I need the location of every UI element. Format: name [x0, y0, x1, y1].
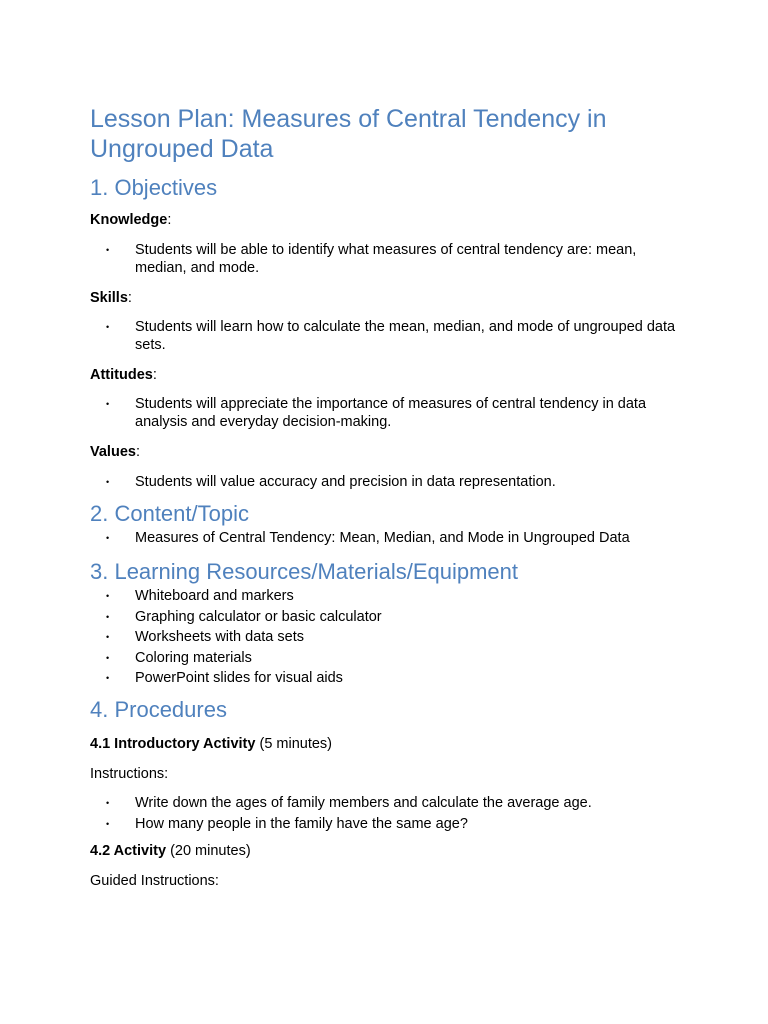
activity-label: 4.2 Activity [90, 842, 167, 859]
list-item: • Students will learn how to calculate the mean, median, and mode of ungrouped data sets. [106, 319, 676, 353]
bullet-icon: • [106, 322, 110, 332]
bullet-icon: • [106, 591, 110, 601]
activity-line [90, 842, 690, 860]
list-item: • Whiteboard and markers [106, 588, 294, 604]
list-item: • PowerPoint slides for visual aids [106, 670, 343, 686]
knowledge-label: Knowledge [90, 212, 168, 228]
list-item: • Coloring materials [106, 649, 252, 666]
intro-instructions-label: Instructions: [90, 766, 169, 782]
skills-list [90, 318, 690, 354]
list-item: • Students will appreciate the importance of measures of central tendency in data analysis and everyday decision-making. [106, 396, 647, 430]
resources-list [90, 587, 690, 687]
bullet-icon: • [106, 818, 110, 829]
skills-label: Skills [90, 290, 128, 306]
list-item: • How many people in the family have the same age? [106, 815, 468, 832]
bullet-icon: • [106, 533, 110, 543]
attitudes-label-line: Attitudes: [90, 367, 157, 383]
document-title: Lesson Plan: Measures of Central Tendency in Ungrouped Data [90, 105, 607, 163]
heading-objectives: 1. Objectives [90, 175, 218, 200]
list-item: • Students will be able to identify what measures of central tendency are: mean, median, and mode. [106, 242, 637, 276]
document-page [90, 104, 690, 890]
values-list [90, 473, 690, 491]
bullet-icon: • [106, 611, 110, 622]
content-list [90, 529, 690, 547]
values-label: Values [90, 444, 136, 460]
knowledge-list [90, 241, 690, 277]
intro-activity-duration: (5 minutes) [259, 736, 333, 752]
bullet-icon: • [106, 245, 110, 255]
bullet-icon: • [106, 673, 110, 683]
bullet-icon: • [106, 798, 110, 808]
knowledge-label-line: Knowledge: [90, 212, 172, 228]
activity-duration: (20 minutes) [170, 842, 251, 859]
bullet-icon: • [106, 632, 110, 642]
heading-resources: 3. Learning Resources/Materials/Equipment [90, 559, 519, 584]
intro-instructions-list [90, 794, 690, 833]
attitudes-list [90, 395, 690, 431]
list-item: • Graphing calculator or basic calculator [106, 608, 382, 625]
guided-instructions-label: Guided Instructions: [90, 872, 219, 889]
heading-content-topic: 2. Content/Topic [90, 501, 249, 526]
bullet-icon: • [106, 477, 110, 487]
intro-activity-line [90, 735, 690, 753]
bullet-icon: • [106, 399, 110, 409]
list-item: • Worksheets with data sets [106, 629, 304, 645]
list-item: • Write down the ages of family members and calculate the average age. [106, 795, 592, 811]
values-label-line: Values: [90, 444, 140, 460]
heading-procedures: 4. Procedures [90, 697, 227, 722]
skills-label-line: Skills: [90, 290, 132, 306]
intro-activity-label: 4.1 Introductory Activity [90, 736, 256, 752]
bullet-icon: • [106, 652, 110, 663]
attitudes-label: Attitudes [90, 367, 153, 383]
list-item: • Students will value accuracy and precision in data representation. [106, 474, 556, 490]
list-item: • Measures of Central Tendency: Mean, Median, and Mode in Ungrouped Data [106, 530, 630, 546]
